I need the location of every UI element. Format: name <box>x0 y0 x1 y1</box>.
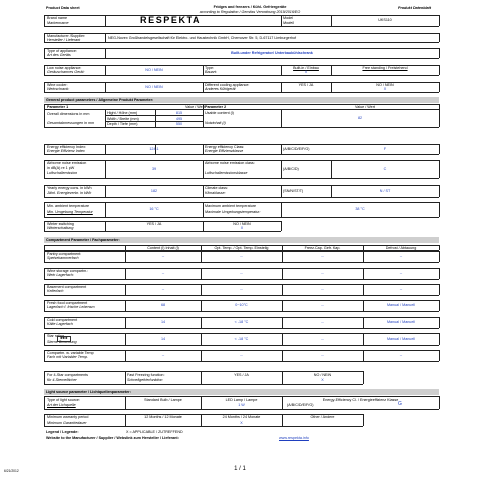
comp-row-content: 14 <box>160 320 166 325</box>
comp-row-content: -- <box>161 271 165 276</box>
volume-label-de: Nutzinhalt (l) <box>205 121 226 125</box>
comp-h-defrost: Defrost / Abtauung <box>385 245 417 250</box>
model-value: UKS110 <box>378 18 392 22</box>
other-cooling-no: NO / NEIN <box>376 83 394 87</box>
comp-row-defrost: Manual / Manuell <box>386 303 416 308</box>
comp-row-defrost: Manual / Manuell <box>386 336 416 341</box>
comp-row-frez: -- <box>321 336 324 341</box>
comp-row-defrost: -- <box>399 287 403 292</box>
comp-row-label: Cold compartment <box>47 317 78 322</box>
comp-row-opt: -- <box>240 353 243 358</box>
supplier-value: NEG-Novex Großhandelsgesellschaft für Elektro- und Haustechnik GmbH, Chemover Str. 5, D-67117 Limburgerhof <box>108 35 297 40</box>
noise-label: Airborne noise emission <box>47 161 87 165</box>
comp-row-vline <box>439 251 440 262</box>
model-label: Model <box>283 16 294 20</box>
eei-label: Energy efficiency Index: <box>47 145 87 149</box>
dimensions-label-de: Gesamtabmessungen in mm <box>47 120 95 125</box>
comp-row-opt: -- <box>240 271 243 276</box>
noise-value: 39 <box>151 167 157 171</box>
energy-class-scale: (A/B/C/D/E/F/G) <box>283 147 310 151</box>
brand-label: Brand name <box>47 16 68 20</box>
warranty-mark: X <box>240 420 243 425</box>
comp-row-top <box>44 333 439 334</box>
light-standard: Standard Bulb / Lampe <box>144 397 182 402</box>
comp-row-frez: -- <box>321 353 324 358</box>
winter-label-de: Winterschaltung <box>47 226 74 230</box>
appliance-type-label: Type of appliance: <box>47 49 77 53</box>
general-col4: Value / Wert <box>355 104 375 109</box>
winter-yes: YES / JA <box>146 222 162 226</box>
comp-row-bottom <box>44 311 439 312</box>
volume-label: Usable content (l) <box>205 111 234 115</box>
comp-row-vline <box>439 350 440 361</box>
comp-row-defrost: -- <box>399 271 403 276</box>
comp-row-top <box>44 284 439 285</box>
comp-row-vline <box>44 350 45 361</box>
wine-cooler-label: Wine cooler: <box>47 83 68 87</box>
max-ambient-label-de: Maximale Umgebungstemperatur: <box>205 210 261 214</box>
comp-row-bottom <box>44 328 439 329</box>
comp-row-vline <box>44 268 45 279</box>
model-label-de: Modell <box>283 20 294 25</box>
comp-row-defrost: -- <box>399 254 403 259</box>
warranty-label-de: Minimum Garantiedauer <box>47 420 87 425</box>
yearly-label-de: Jährl. Energieverbr. in kWh <box>47 191 92 195</box>
comp-h-content: Content (l) Inhalt (l) <box>147 245 179 250</box>
height-label: Hight / Höhe (mm) <box>107 110 138 115</box>
fast-freezing-label: Fast Freezing function: <box>127 372 165 377</box>
comp-row-opt: 0~10°C <box>235 303 248 308</box>
footer-date: 6/21/2012 <box>4 469 19 473</box>
fast-freezing-label-de: Schnellgefrierfunktion <box>127 378 163 382</box>
comp-row-content: -- <box>161 353 165 358</box>
comp-row-opt: -- <box>240 287 243 292</box>
climate-value: N / ST <box>379 188 391 193</box>
max-ambient-value: 38 °C <box>355 207 365 211</box>
noise-class-label-de: Luftschallemissionsklasse <box>205 171 248 175</box>
comp-row-content: -- <box>161 254 165 259</box>
comp-row-vline <box>439 268 440 279</box>
comp-row-label-de: Sterne Bewertung <box>47 340 77 345</box>
light-eec-label: Energy-Efficiency Cl. / Energieeffizienz Klasse <box>322 397 399 402</box>
doc-subtitle: according to Regulation / Gemäss Verordnung 2019/2016/EO <box>199 10 301 14</box>
comp-row-frez: -- <box>321 254 324 259</box>
light-type-label-de: Art der Lichquelle <box>47 403 76 407</box>
width-label: Width / Breite (mm) <box>107 116 139 121</box>
comp-row-vline <box>44 251 45 262</box>
energy-class-label-de: Energie Effizienzklasse <box>205 149 244 153</box>
type-label: Type: <box>205 66 215 70</box>
height-value: 815 <box>175 110 183 115</box>
appliance-type-label-de: Art des Geräts <box>47 53 71 57</box>
general-col2: Value / Wert <box>185 104 205 109</box>
warranty-label: Minimum warranty period <box>47 415 89 419</box>
comp-row-label-de: Speisekammerfach <box>47 256 79 261</box>
general-col1: Parameter 1 <box>47 104 69 109</box>
comp-row-bottom <box>44 262 439 263</box>
comp-row-vline <box>44 300 45 311</box>
low-noise-label-de: Geräuscharmes Gerät: <box>47 70 85 74</box>
comp-row-label: Star rating <box>47 333 65 338</box>
winter-mark: X <box>240 226 244 230</box>
other-cooling-mark: X <box>383 87 387 91</box>
min-ambient-label-de: Min. Umgebung Temperatur <box>47 210 93 214</box>
comp-row-label: Wine storage compartm.: <box>47 268 89 273</box>
comp-row-label: Compartm. w. variable Temp <box>47 350 94 355</box>
min-ambient-label: Min. ambient temperature <box>47 204 90 208</box>
eei-value: 124.1 <box>149 147 159 151</box>
yearly-value: 182 <box>150 188 158 193</box>
type-label-de: Bauart: <box>205 70 217 74</box>
noise-class-label: Airborne noise emission class: <box>205 161 255 165</box>
four-star-label-de: für 4-Sternefächer <box>47 378 77 382</box>
comp-row-content: 68 <box>160 303 166 308</box>
built-in-mark: X <box>304 70 308 74</box>
light-eec-value: G <box>398 401 402 407</box>
other-cooling-yes: YES / JA <box>298 83 314 87</box>
supplier-label-de: Hersteller / Lieferant <box>47 37 81 42</box>
comp-row-label: Basement compartment <box>47 284 87 289</box>
page-number: 1 / 1 <box>234 466 246 472</box>
comp-row-label-de: Kellerfach <box>47 289 64 294</box>
comp-row-bottom <box>44 279 439 280</box>
noise-class-value: C <box>383 167 387 171</box>
comp-h-opt: Opt. Temp. / Opt. Temp. Einstellg <box>214 245 269 250</box>
fast-freezing-mark: X <box>321 378 324 382</box>
fast-freezing-yes: YES / JA <box>234 372 249 377</box>
comp-row-label-de: Kälte Lagerfach <box>47 322 73 327</box>
other-cooling-label-de: Anderes Kühlgerät <box>205 87 236 91</box>
energy-class-value: F <box>383 147 387 151</box>
comp-header-vline <box>439 245 440 250</box>
comp-row-content: 14 <box>160 336 166 341</box>
comp-row-vline <box>439 333 440 345</box>
light-led: LED Lamp / Lampe <box>225 397 258 402</box>
dimensions-label: Overall dimensions in mm <box>47 112 90 116</box>
light-type-label: Type of light source: <box>47 397 80 402</box>
wine-cooler-label-de: Weinschrank: <box>47 87 70 91</box>
light-eec-scale: (A/B/C/D/E/F/G) <box>287 403 314 407</box>
four-star-label: For 4-Star compartments <box>47 372 88 377</box>
comp-row-top <box>44 251 439 252</box>
warranty-12: 12 Months / 12 Monate <box>144 415 182 419</box>
warranty-other: Other / Andere <box>310 415 335 419</box>
depth-value: 550 <box>175 122 183 126</box>
yearly-label: Yearly energy cons. in kWh <box>47 186 92 190</box>
climate-scale: (SN/N/ST/T) <box>283 188 304 193</box>
doc-title-left: Product Data sheet <box>46 6 80 10</box>
comp-row-bottom <box>44 361 439 362</box>
brand-logo: RESPEKTA <box>140 14 202 25</box>
website-link[interactable]: www.respekta.info <box>279 436 309 440</box>
light-heading: Light source parameter / Lichtquellenparameter: <box>46 389 131 394</box>
comp-row-defrost: -- <box>399 353 403 358</box>
comp-row-label-de: Fach mit Variabler Temp. <box>47 355 88 360</box>
comp-row-frez: -- <box>321 271 324 276</box>
climate-label-de: Klimaklasse: <box>205 191 226 195</box>
star-rating-icon: ✱✱✱ <box>57 336 71 342</box>
comp-row-label-de: Wein Lagerfach: <box>47 273 74 278</box>
general-heading: General product parameters / Allgemeine Produkt Parameter: <box>46 97 154 102</box>
noise-label-unit: in dB(A) re 1 pW <box>47 166 75 170</box>
low-noise-label: Low noise appliance: <box>47 66 82 70</box>
eei-label-de: Energie Effizienz Index <box>47 149 85 153</box>
volume-value: 82 <box>357 116 363 120</box>
comp-row-label: Pantry compartment: <box>47 251 82 256</box>
comp-row-vline <box>44 317 45 328</box>
winter-no: NO / NEIN <box>233 222 251 226</box>
website-label: Website to the Manufacturer / Supplier / Webslink zum Hersteller / Lieferant: <box>46 436 179 440</box>
comp-h-frez: Freez.Cap. Gefr. Kap. <box>304 245 341 250</box>
legend-label: Legend / Legende: <box>46 430 79 434</box>
comp-row-frez: -- <box>321 287 324 292</box>
comp-row-top <box>44 317 439 318</box>
width-value: 495 <box>175 116 183 121</box>
energy-class-label: Energy efficiency Class: <box>205 145 245 149</box>
comp-row-vline <box>44 333 45 345</box>
comp-header-vline <box>44 245 45 250</box>
light-led-value: 1 W <box>238 403 245 407</box>
legend-value: X = APPLICABLE / ZUTREFFEND <box>126 430 183 434</box>
appliance-type-value: Built-under Refrigerator/ Unterbaukühlschrank <box>231 51 313 55</box>
comp-row-bottom <box>44 345 439 346</box>
comp-row-frez: -- <box>321 320 324 325</box>
doc-title-center: Fridges and freezers / Kühl- Gefriergeräte <box>213 5 287 9</box>
comp-row-label-de: Lagerfach f. frische Lebensm <box>47 305 95 310</box>
comp-row-opt: < -18 °C <box>234 336 249 341</box>
depth-label: Depth / Tiefe (mm) <box>107 122 138 126</box>
warranty-24: 24 Months / 24 Monate <box>222 415 261 419</box>
noise-label-de: Luftschallemission <box>47 171 78 175</box>
climate-label: Climate class: <box>205 186 228 190</box>
wine-cooler-value: NO / NEIN <box>145 85 163 89</box>
comp-row-opt: -- <box>240 254 243 259</box>
supplier-label: Manufacturer /Supplier: <box>47 33 86 38</box>
comp-row-content: -- <box>161 287 165 292</box>
winter-label: Winter switching <box>47 222 74 226</box>
fast-freezing-no: NO / NEIN <box>313 372 332 377</box>
built-in-option: Built-in / Einbau <box>293 66 319 70</box>
comp-row-top <box>44 350 439 351</box>
compartment-heading: Compartment Parameter / Fachparameter: <box>46 237 120 242</box>
max-ambient-label: Maximum ambient temperature <box>205 204 257 208</box>
comp-row-top <box>44 268 439 269</box>
doc-title-right: Produkt Datenblatt <box>398 6 431 10</box>
general-col3: Parameter 2 <box>205 104 227 109</box>
comp-row-vline <box>44 284 45 295</box>
comp-row-frez: -- <box>321 303 324 308</box>
other-cooling-label: Different cooling appliance: <box>205 83 250 87</box>
comp-row-vline <box>439 284 440 295</box>
comp-row-defrost: Manual / Manuell <box>386 320 416 325</box>
comp-row-top <box>44 300 439 301</box>
free-standing-option: Free standing / Freistehend <box>362 66 408 70</box>
comp-row-vline <box>439 317 440 328</box>
comp-row-vline <box>439 300 440 311</box>
low-noise-value: NO / NEIN <box>145 68 163 72</box>
noise-class-scale: (A/B/C/D) <box>283 167 299 171</box>
comp-row-opt: < -18 °C <box>234 320 249 325</box>
comp-row-label: Fresh food compartment <box>47 300 88 305</box>
min-ambient-value: 16 °C <box>149 207 159 211</box>
brand-label-de: Markenname <box>47 20 69 25</box>
comp-row-bottom <box>44 295 439 296</box>
